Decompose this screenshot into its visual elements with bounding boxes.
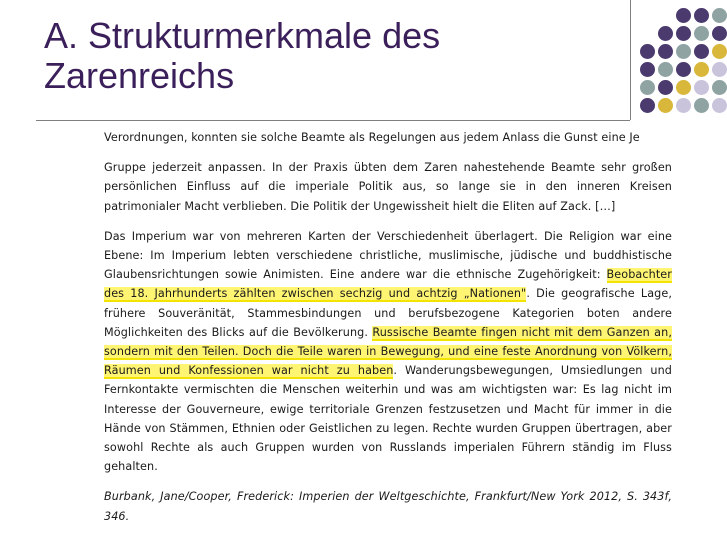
decorative-dot	[658, 62, 673, 77]
paragraph-2-text-a: Das Imperium war von mehreren Karten der Verschiedenheit überlagert. Die Religion war eine Ebene: Im Imperium lebten verschiedene christliche, muslimische, jüdische und buddhistische Glaubensrichtungen sowie Animisten. Eine andere war die ethnische Zugehörigkeit:	[104, 229, 672, 282]
slide-title	[44, 16, 440, 96]
slide-title-line-2: Zarenreichs	[44, 55, 235, 96]
document-scan	[104, 131, 673, 523]
decorative-dot	[712, 98, 727, 113]
decorative-dot	[676, 44, 691, 59]
decorative-dot	[694, 98, 709, 113]
decorative-dot	[640, 62, 655, 77]
decorative-dot	[676, 8, 691, 23]
decorative-dot	[658, 98, 673, 113]
decorative-dot	[694, 80, 709, 95]
decorative-dot	[694, 26, 709, 41]
decorative-dot	[712, 26, 727, 41]
vertical-divider	[630, 0, 631, 120]
decorative-dot	[676, 62, 691, 77]
decorative-dot	[694, 62, 709, 77]
decorative-dot	[658, 44, 673, 59]
document-paragraph-1: Gruppe jederzeit anpassen. In der Praxis übten dem Zaren nahestehende Beamte sehr großen persönlichen Einfluss auf die imperiale Politik aus, so lange sie in den inneren Kreisen patrimonialer Macht verblieben. Die Politik der Ungewissheit hielt die Eliten auf Zack. […]	[104, 161, 672, 213]
decorative-dot	[676, 26, 691, 41]
decorative-dot	[676, 80, 691, 95]
title-divider	[36, 120, 630, 121]
decorative-dot	[658, 80, 673, 95]
highlight-russian-officials: Russische Beamte fingen nicht mit dem Ganzen an, sondern mit den Teilen. Doch die Teile waren in Bewegung, und eine feste Anordnung von Völkern, Räumen und Konfessionen war nicht zu haben	[104, 325, 672, 378]
paragraph-2-text-b: . Die geografische Lage, frühere Souveränität, Stammesbindungen und berufsbezogene Kategorien boten andere Möglichkeiten des Blicks auf die Bevölkerung.	[104, 287, 672, 339]
decorative-dot	[676, 98, 691, 113]
decorative-dot	[694, 8, 709, 23]
decorative-dot	[640, 80, 655, 95]
decorative-dot	[640, 44, 655, 59]
decorative-dot	[712, 44, 727, 59]
decorative-dot	[658, 26, 673, 41]
document-cut-line: Verordnungen, konnten sie solche Beamte als Regelungen aus jedem Anlass die Gunst eine Je	[104, 131, 640, 144]
decorative-dot	[694, 44, 709, 59]
decorative-dot-grid	[640, 8, 720, 116]
document-citation: Burbank, Jane/Cooper, Frederick: Imperien der Weltgeschichte, Frankfurt/New York 2012, S. 343f, 346.	[104, 490, 672, 523]
decorative-dot	[712, 80, 727, 95]
paragraph-2-text-c: . Wanderungsbewegungen, Umsiedlungen und Fernkontakte vermischten die Menschen weiterhin und was am wichtigsten war: Es lag nicht im Interesse der Gouverneure, ewige territoriale Grenzen festzusetzen und Macht für immer in die Hände von Stämmen, Ethnien oder Geistlichen zu legen. Rechte wurden Gruppen übertragen, aber sowohl Rechte als auch Gruppen wurden von Russlands imperialen Führern ständig im Fluss gehalten.	[104, 364, 673, 474]
highlight-nations: Beobachter des 18. Jahrhunderts zählten zwischen sechzig und achtzig „Nationen"	[104, 268, 672, 301]
decorative-dot	[640, 98, 655, 113]
decorative-dot	[712, 62, 727, 77]
slide-title-line-1: A. Strukturmerkmale des	[44, 15, 441, 56]
document-paragraph-2	[104, 227, 672, 477]
decorative-dot	[712, 8, 727, 23]
